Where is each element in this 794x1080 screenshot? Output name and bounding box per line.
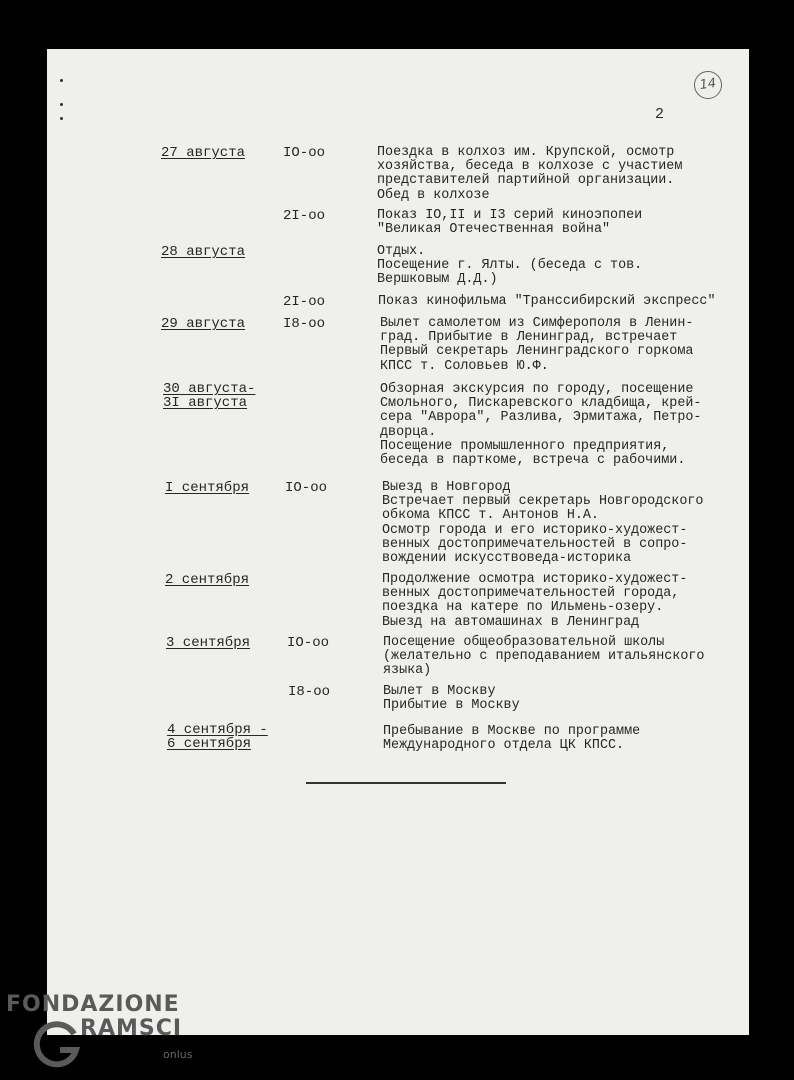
schedule-description: Продолжение осмотра историко-художест- венных достопримечательностей города, поездка на катере по Ильмень-озеру. Выезд на автомашинах в Ленинград — [382, 572, 688, 630]
schedule-date: I сентября — [165, 480, 250, 496]
schedule-description: Вылет самолетом из Симферополя в Ленин- град. Прибытие в Ленинград, встречает Первый секретарь Ленинградского горкома КПСС т. Соловьев Ю.Ф. — [380, 316, 694, 374]
schedule-date: 29 августа — [161, 316, 246, 332]
schedule-description: Показ IO,II и I3 серий киноэпопеи "Великая Отечественная война" — [377, 208, 643, 238]
schedule-time: 2I-oo — [283, 208, 326, 224]
document-page — [47, 49, 749, 1035]
schedule-time: IO-oo — [283, 145, 326, 161]
schedule-time: IO-oo — [287, 635, 330, 651]
schedule-description: Отдых. Посещение г. Ялты. (беседа с тов. Вершковым Д.Д.) — [377, 244, 643, 288]
punch-hole — [60, 79, 63, 82]
schedule-date: 3 сентября — [166, 635, 251, 651]
schedule-date: 30 августа- 3I августа — [163, 381, 256, 411]
schedule-description: Обзорная экскурсия по городу, посещение Смольного, Пискаревского кладбища, крей- сера "Аврора", Разлива, Эрмитажа, Петро- дворца. Посещение промышленного предприятия, беседа в парткоме, встреча с рабочими. — [380, 382, 702, 469]
schedule-time: I8-oo — [288, 684, 331, 700]
schedule-description: Вылет в Москву Прибытие в Москву — [383, 684, 520, 714]
schedule-time: 2I-oo — [283, 294, 326, 310]
schedule-description: Пребывание в Москве по программе Международного отдела ЦК КПСС. — [383, 724, 641, 754]
watermark-onlus: onlus — [163, 1048, 193, 1061]
schedule-time: I8-oo — [283, 316, 326, 332]
watermark-line2: RAMSCI — [80, 1016, 183, 1041]
page-number: 2 — [655, 106, 665, 123]
watermark-line1: FONDAZIONE — [6, 992, 180, 1017]
schedule-date: 28 августа — [161, 244, 246, 260]
schedule-description: Выезд в Новгород Встречает первый секретарь Новгородского обкома КПСС т. Антонов Н.А. Осмотр города и его историко-художест- венных достопримечательностей в сопро- вождении искусствоведа-историка — [382, 480, 704, 567]
punch-hole — [60, 117, 63, 120]
schedule-date: 4 сентября - 6 сентября — [167, 722, 268, 752]
schedule-time: IO-oo — [285, 480, 328, 496]
schedule-date: 2 сентября — [165, 572, 250, 588]
archive-watermark — [6, 993, 182, 1041]
punch-hole — [60, 103, 63, 106]
schedule-description: Поездка в колхоз им. Крупской, осмотр хозяйства, беседа в колхозе с участием представителей партийной организации. Обед в колхозе — [377, 145, 683, 203]
schedule-description: Показ кинофильма "Транссибирский экспресс" — [378, 294, 716, 309]
schedule-description: Посещение общеобразовательной школы (желательно с преподаванием итальянского языка) — [383, 635, 705, 679]
closing-rule — [306, 782, 506, 784]
schedule-date: 27 августа — [161, 145, 246, 161]
archive-folio-stamp: 14 — [692, 69, 724, 101]
